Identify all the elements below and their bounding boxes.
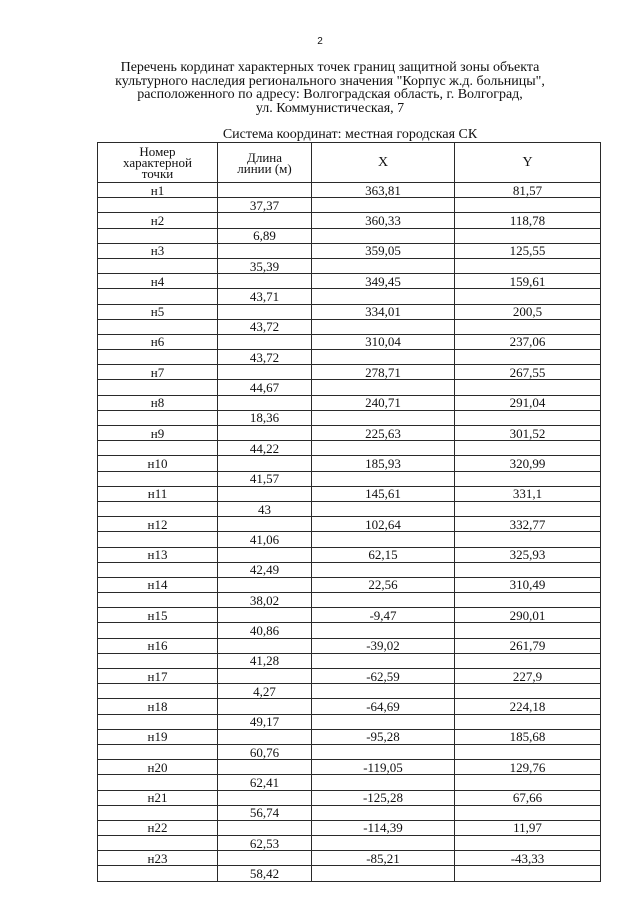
length-x-empty: [312, 593, 455, 608]
point-length-empty: [218, 820, 312, 835]
line-length: 43: [218, 501, 312, 516]
line-length: 37,37: [218, 198, 312, 213]
length-y-empty: [455, 410, 601, 425]
length-y-empty: [455, 289, 601, 304]
point-y: 67,66: [455, 790, 601, 805]
point-row: [98, 517, 601, 532]
point-name: н12: [98, 517, 218, 532]
point-y: 291,04: [455, 395, 601, 410]
point-row: [98, 213, 601, 228]
page-number: 2: [317, 36, 323, 47]
point-row: [98, 669, 601, 684]
point-length-empty: [218, 699, 312, 714]
point-row: [98, 334, 601, 349]
length-y-empty: [455, 836, 601, 851]
point-name: н14: [98, 577, 218, 592]
point-length-empty: [218, 760, 312, 775]
point-x: 363,81: [312, 183, 455, 198]
point-name: н19: [98, 729, 218, 744]
point-row: [98, 486, 601, 501]
point-x: 22,56: [312, 577, 455, 592]
length-x-empty: [312, 866, 455, 881]
point-row: [98, 274, 601, 289]
point-x: -119,05: [312, 760, 455, 775]
point-x: -85,21: [312, 851, 455, 866]
point-name: н20: [98, 760, 218, 775]
point-row: [98, 547, 601, 562]
point-length-empty: [218, 304, 312, 319]
line-length: 40,86: [218, 623, 312, 638]
length-x-empty: [312, 441, 455, 456]
length-row: [98, 653, 601, 668]
length-point-empty: [98, 623, 218, 638]
point-length-empty: [218, 608, 312, 623]
point-row: [98, 395, 601, 410]
point-y: 185,68: [455, 729, 601, 744]
point-x: 359,05: [312, 243, 455, 258]
length-x-empty: [312, 775, 455, 790]
coordinate-system-label: Система координат: местная городская СК: [222, 127, 478, 142]
header-point-number: [98, 143, 218, 183]
length-point-empty: [98, 714, 218, 729]
length-x-empty: [312, 623, 455, 638]
point-length-empty: [218, 213, 312, 228]
point-length-empty: [218, 183, 312, 198]
point-y: 159,61: [455, 274, 601, 289]
point-y: 290,01: [455, 608, 601, 623]
header-point-line: точки: [141, 166, 174, 181]
line-length: 41,28: [218, 653, 312, 668]
point-name: н22: [98, 820, 218, 835]
length-row: [98, 532, 601, 547]
point-row: [98, 760, 601, 775]
point-x: -62,59: [312, 669, 455, 684]
length-point-empty: [98, 380, 218, 395]
length-y-empty: [455, 441, 601, 456]
length-point-empty: [98, 228, 218, 243]
length-y-empty: [455, 258, 601, 273]
length-row: [98, 350, 601, 365]
point-x: -64,69: [312, 699, 455, 714]
point-y: 267,55: [455, 365, 601, 380]
line-length: 60,76: [218, 744, 312, 759]
point-row: [98, 638, 601, 653]
length-x-empty: [312, 258, 455, 273]
length-x-empty: [312, 410, 455, 425]
length-row: [98, 836, 601, 851]
point-length-empty: [218, 243, 312, 258]
length-point-empty: [98, 350, 218, 365]
point-y: 125,55: [455, 243, 601, 258]
point-row: [98, 304, 601, 319]
point-y: 331,1: [455, 486, 601, 501]
point-x: -125,28: [312, 790, 455, 805]
line-length: 44,22: [218, 441, 312, 456]
point-y: 81,57: [455, 183, 601, 198]
point-row: [98, 577, 601, 592]
point-x: -39,02: [312, 638, 455, 653]
point-name: н10: [98, 456, 218, 471]
line-length: 42,49: [218, 562, 312, 577]
coordinates-table-body: [98, 183, 601, 882]
point-row: [98, 851, 601, 866]
length-row: [98, 623, 601, 638]
point-row: [98, 426, 601, 441]
length-y-empty: [455, 350, 601, 365]
length-x-empty: [312, 198, 455, 213]
length-point-empty: [98, 198, 218, 213]
point-y: 310,49: [455, 577, 601, 592]
line-length: 41,57: [218, 471, 312, 486]
length-y-empty: [455, 319, 601, 334]
point-x: -9,47: [312, 608, 455, 623]
length-x-empty: [312, 319, 455, 334]
length-row: [98, 289, 601, 304]
length-row: [98, 410, 601, 425]
point-row: [98, 820, 601, 835]
length-x-empty: [312, 684, 455, 699]
point-x: 240,71: [312, 395, 455, 410]
line-length: 62,41: [218, 775, 312, 790]
header-point-line: характерной: [123, 155, 192, 170]
line-length: 49,17: [218, 714, 312, 729]
point-name: н8: [98, 395, 218, 410]
header-y: Y: [455, 143, 601, 183]
line-length: 35,39: [218, 258, 312, 273]
length-y-empty: [455, 714, 601, 729]
point-y: -43,33: [455, 851, 601, 866]
point-name: н3: [98, 243, 218, 258]
point-x: 278,71: [312, 365, 455, 380]
length-x-empty: [312, 836, 455, 851]
line-length: 43,71: [218, 289, 312, 304]
point-length-empty: [218, 334, 312, 349]
point-y: 200,5: [455, 304, 601, 319]
point-length-empty: [218, 365, 312, 380]
length-y-empty: [455, 775, 601, 790]
length-row: [98, 501, 601, 516]
length-point-empty: [98, 775, 218, 790]
point-name: н18: [98, 699, 218, 714]
point-name: н15: [98, 608, 218, 623]
title-line-4: ул. Коммунистическая, 7: [255, 100, 405, 116]
table-header-row: [98, 143, 601, 183]
length-y-empty: [455, 198, 601, 213]
point-name: н5: [98, 304, 218, 319]
length-row: [98, 471, 601, 486]
length-row: [98, 714, 601, 729]
point-y: 11,97: [455, 820, 601, 835]
point-row: [98, 608, 601, 623]
length-row: [98, 866, 601, 881]
point-y: 118,78: [455, 213, 601, 228]
line-length: 44,67: [218, 380, 312, 395]
line-length: 58,42: [218, 866, 312, 881]
coordinates-table: [97, 142, 601, 882]
length-x-empty: [312, 228, 455, 243]
point-x: 310,04: [312, 334, 455, 349]
point-name: н6: [98, 334, 218, 349]
point-name: н1: [98, 183, 218, 198]
length-row: [98, 593, 601, 608]
point-length-empty: [218, 395, 312, 410]
point-x: -95,28: [312, 729, 455, 744]
length-point-empty: [98, 319, 218, 334]
length-row: [98, 380, 601, 395]
point-length-empty: [218, 669, 312, 684]
line-length: 56,74: [218, 805, 312, 820]
length-point-empty: [98, 289, 218, 304]
length-row: [98, 441, 601, 456]
line-length: 41,06: [218, 532, 312, 547]
length-x-empty: [312, 744, 455, 759]
point-length-empty: [218, 456, 312, 471]
length-point-empty: [98, 744, 218, 759]
point-y: 224,18: [455, 699, 601, 714]
line-length: 43,72: [218, 350, 312, 365]
length-y-empty: [455, 623, 601, 638]
length-x-empty: [312, 653, 455, 668]
point-row: [98, 456, 601, 471]
point-length-empty: [218, 577, 312, 592]
point-name: н11: [98, 486, 218, 501]
point-y: 261,79: [455, 638, 601, 653]
point-row: [98, 243, 601, 258]
point-y: 332,77: [455, 517, 601, 532]
line-length: 6,89: [218, 228, 312, 243]
length-y-empty: [455, 501, 601, 516]
length-point-empty: [98, 562, 218, 577]
point-name: н17: [98, 669, 218, 684]
length-row: [98, 775, 601, 790]
title-line-3: расположенного по адресу: Волгоградская область, г. Волгоград,: [137, 87, 523, 102]
point-length-empty: [218, 638, 312, 653]
length-y-empty: [455, 471, 601, 486]
point-name: н23: [98, 851, 218, 866]
length-y-empty: [455, 866, 601, 881]
point-name: н9: [98, 426, 218, 441]
point-length-empty: [218, 426, 312, 441]
length-x-empty: [312, 562, 455, 577]
point-x: 349,45: [312, 274, 455, 289]
length-x-empty: [312, 471, 455, 486]
header-x: X: [312, 143, 455, 183]
length-point-empty: [98, 501, 218, 516]
point-row: [98, 365, 601, 380]
length-row: [98, 805, 601, 820]
length-x-empty: [312, 532, 455, 547]
length-row: [98, 562, 601, 577]
line-length: 4,27: [218, 684, 312, 699]
length-x-empty: [312, 805, 455, 820]
point-y: 320,99: [455, 456, 601, 471]
length-point-empty: [98, 258, 218, 273]
line-length: 62,53: [218, 836, 312, 851]
header-length-line: линии (м): [237, 160, 292, 176]
line-length: 43,72: [218, 319, 312, 334]
line-length: 38,02: [218, 593, 312, 608]
point-y: 129,76: [455, 760, 601, 775]
length-row: [98, 319, 601, 334]
point-x: 62,15: [312, 547, 455, 562]
point-length-empty: [218, 486, 312, 501]
point-length-empty: [218, 547, 312, 562]
point-length-empty: [218, 729, 312, 744]
point-name: н21: [98, 790, 218, 805]
length-point-empty: [98, 684, 218, 699]
length-point-empty: [98, 653, 218, 668]
point-y: 237,06: [455, 334, 601, 349]
length-row: [98, 258, 601, 273]
length-row: [98, 744, 601, 759]
point-x: 360,33: [312, 213, 455, 228]
length-x-empty: [312, 714, 455, 729]
point-x: 334,01: [312, 304, 455, 319]
length-y-empty: [455, 593, 601, 608]
length-y-empty: [455, 684, 601, 699]
point-name: н7: [98, 365, 218, 380]
title-line-1: Перечень кординат характерных точек границ защитной зоны объекта: [120, 60, 540, 75]
length-row: [98, 228, 601, 243]
point-row: [98, 183, 601, 198]
length-row: [98, 684, 601, 699]
point-y: 325,93: [455, 547, 601, 562]
length-point-empty: [98, 410, 218, 425]
title-line-2: культурного наследия регионального значения "Корпус ж.д. больницы",: [115, 73, 545, 89]
length-y-empty: [455, 744, 601, 759]
point-row: [98, 790, 601, 805]
length-point-empty: [98, 866, 218, 881]
length-y-empty: [455, 562, 601, 577]
point-length-empty: [218, 851, 312, 866]
point-name: н2: [98, 213, 218, 228]
length-point-empty: [98, 593, 218, 608]
header-point-line: Номер: [139, 144, 176, 159]
length-point-empty: [98, 836, 218, 851]
header-length-line: Длина: [246, 149, 283, 165]
length-y-empty: [455, 805, 601, 820]
point-row: [98, 729, 601, 744]
point-name: н4: [98, 274, 218, 289]
length-y-empty: [455, 653, 601, 668]
length-x-empty: [312, 501, 455, 516]
point-x: 145,61: [312, 486, 455, 501]
length-point-empty: [98, 441, 218, 456]
length-x-empty: [312, 380, 455, 395]
header-line-length: [218, 143, 312, 183]
length-point-empty: [98, 805, 218, 820]
point-x: 102,64: [312, 517, 455, 532]
length-point-empty: [98, 532, 218, 547]
line-length: 18,36: [218, 410, 312, 425]
point-x: 225,63: [312, 426, 455, 441]
point-length-empty: [218, 274, 312, 289]
length-row: [98, 198, 601, 213]
length-x-empty: [312, 289, 455, 304]
length-y-empty: [455, 228, 601, 243]
document-title: [100, 61, 560, 115]
length-y-empty: [455, 380, 601, 395]
point-y: 227,9: [455, 669, 601, 684]
length-y-empty: [455, 532, 601, 547]
point-length-empty: [218, 790, 312, 805]
point-length-empty: [218, 517, 312, 532]
length-point-empty: [98, 471, 218, 486]
point-row: [98, 699, 601, 714]
point-x: 185,93: [312, 456, 455, 471]
point-y: 301,52: [455, 426, 601, 441]
point-name: н13: [98, 547, 218, 562]
point-name: н16: [98, 638, 218, 653]
length-x-empty: [312, 350, 455, 365]
point-x: -114,39: [312, 820, 455, 835]
